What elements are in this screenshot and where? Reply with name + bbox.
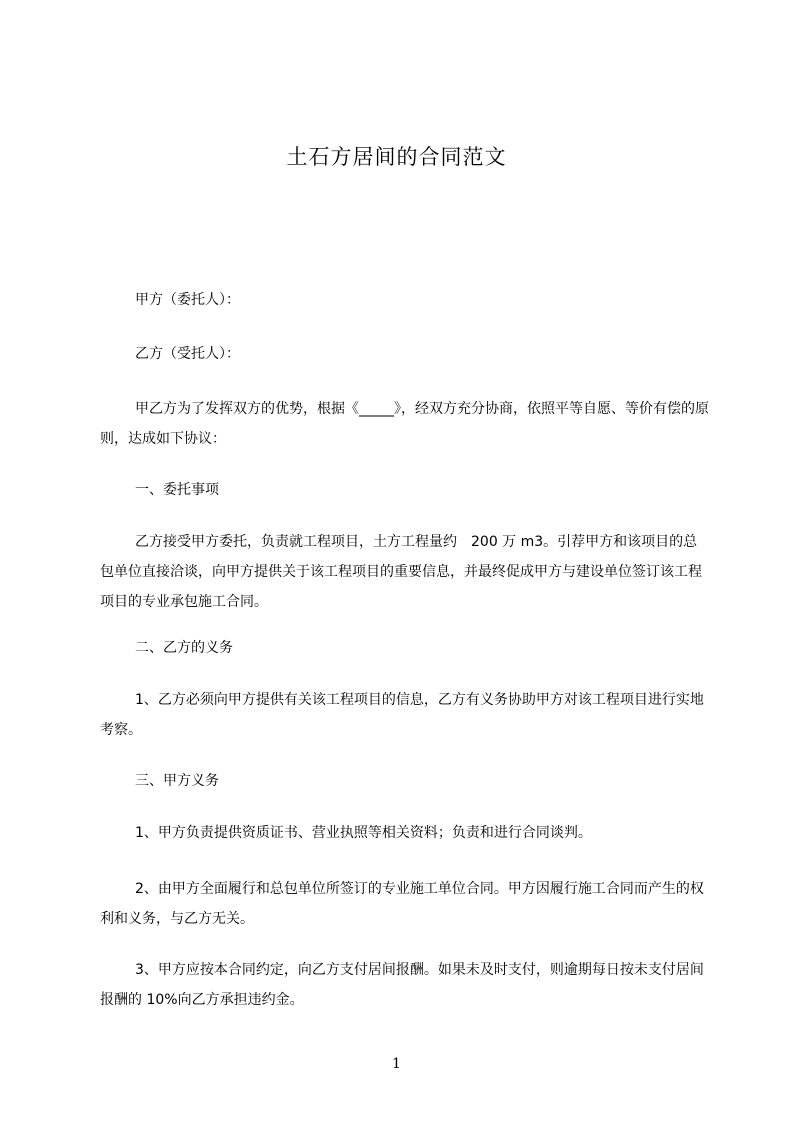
party-b-line: 乙方（受托人）： [135,346,240,362]
section-2-heading: 二、乙方的义务 [135,640,233,656]
section-3-item-1: 1、甲方负责提供资质证书、营业执照等相关资料；负责和进行合同谈判。 [135,825,592,841]
section-3-item-2: 2、由甲方全面履行和总包单位所签订的专业施工单位合同。甲方因履行施工合同而产生的权利和义务，与乙方无关。 [100,881,704,927]
document-title: 土石方居间的合同范文 [286,145,507,169]
section-3-item-3: 3、甲方应按本合同约定，向乙方支付居间报酬。如果未及时支付，则逾期每日按未支付居间报酬的 10%向乙方承担违约金。 [100,962,704,1008]
section-1-heading: 一、委托事项 [135,482,219,498]
preamble-paragraph: 甲乙方为了发挥双方的优势，根据《_____》，经双方充分协商，依照平等自愿、等价有偿的原则，达成如下协议： [100,401,709,447]
section-2-item-1: 1、乙方必须向甲方提供有关该工程项目的信息，乙方有义务协助甲方对该工程项目进行实地考察。 [100,692,704,738]
page-number: 1 [392,1056,401,1072]
party-a-line: 甲方（委托人）： [135,292,240,308]
section-1-body: 乙方接受甲方委托，负责就工程项目，土方工程量约 200 万 m3。引荐甲方和该项目的总包单位直接洽谈，向甲方提供关于该工程项目的重要信息，并最终促成甲方与建设单位签订该工程项目的专业承包施工合同。 [100,534,702,610]
section-3-heading: 三、甲方义务 [135,773,219,789]
